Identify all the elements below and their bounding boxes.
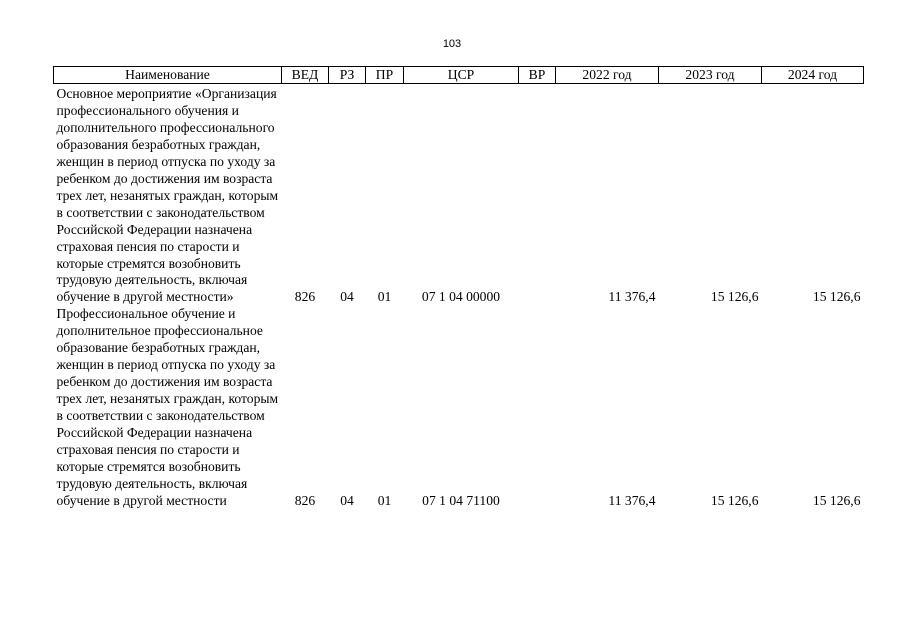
row-csr: 07 1 04 71100 bbox=[422, 492, 500, 508]
row-csr: 07 1 04 00000 bbox=[421, 289, 501, 305]
row-rz: 04 bbox=[340, 492, 354, 508]
row-rz: 04 bbox=[340, 289, 354, 305]
header-rz: РЗ bbox=[329, 67, 366, 84]
row-pr: 01 bbox=[377, 289, 392, 305]
header-ved: ВЕД bbox=[282, 67, 329, 84]
header-vr: ВР bbox=[519, 67, 556, 84]
row-2024: 15 126,6 bbox=[812, 289, 861, 305]
header-2023: 2023 год bbox=[659, 67, 762, 84]
table-header-row bbox=[54, 67, 864, 84]
header-csr: ЦСР bbox=[404, 67, 519, 84]
row-2022: 11 376,4 bbox=[608, 492, 656, 508]
header-2022: 2022 год bbox=[556, 67, 659, 84]
row-vr bbox=[519, 306, 556, 509]
row-2022: 11 376,4 bbox=[608, 289, 656, 305]
row-ved: 826 bbox=[294, 289, 316, 305]
page-number: 103 bbox=[442, 38, 462, 50]
table-row bbox=[54, 84, 864, 307]
header-pr: ПР bbox=[366, 67, 404, 84]
row-name: Профессиональное обучение и дополнительное профессиональное образование безработных граждан, женщин в период отпуска по уходу за ребенком до достижения им возраста трех лет, незанятых граждан, которым в соответствии с законодательством Российской Федерации назначена страховая пенсия по старости и которые стремятся возобновить трудовую деятельность, включая обучение в другой местности bbox=[56, 306, 279, 508]
row-vr bbox=[519, 84, 556, 307]
table-row bbox=[54, 306, 864, 509]
row-pr: 01 bbox=[377, 492, 392, 508]
header-2024: 2024 год bbox=[762, 67, 864, 84]
row-ved: 826 bbox=[294, 492, 316, 508]
budget-table bbox=[53, 66, 864, 510]
row-2023: 15 126,6 bbox=[710, 289, 759, 305]
row-2023: 15 126,6 bbox=[710, 492, 759, 508]
header-name: Наименование bbox=[54, 67, 282, 84]
row-name: Основное мероприятие «Организация профессионального обучения и дополнительного профессионального образования безработных граждан, женщин в период отпуска по уходу за ребенком до достижения им возраста трех лет, незанятых граждан, которым в соответствии с законодательством Российской Федерации назначена страховая пенсия по старости и которые стремятся возобновить трудовую деятельность, включая обучение в другой местности» bbox=[56, 86, 279, 305]
row-2024: 15 126,6 bbox=[812, 492, 861, 508]
